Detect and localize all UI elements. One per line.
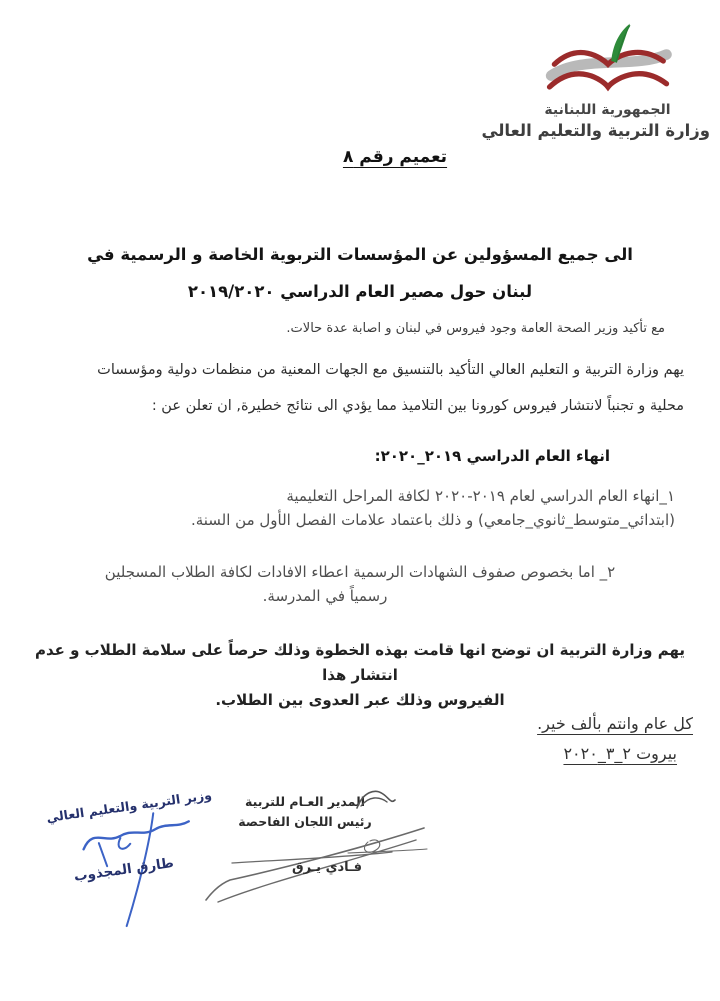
- clarification-note-line-2: الفيروس وذلك عبر العدوى بين الطلاب.: [215, 691, 505, 709]
- republic-name: الجمهورية اللبنانية: [544, 102, 671, 118]
- closing-greeting: كل عام وانتم بألف خير.: [537, 714, 693, 733]
- director-title-line-1: المدير العـام للتربية: [245, 794, 365, 809]
- closing-date-place: بيروت ٢_٣_٢٠٢٠: [563, 744, 677, 763]
- minister-name: طارق المجذوب: [72, 854, 175, 885]
- director-title-line-2: رئيس اللجان الفاحصة: [238, 814, 372, 829]
- ministry-header: [481, 22, 710, 140]
- addressee-line-2: لبنان حول مصير العام الدراسي ٢٠١٩/٢٠٢٠: [187, 282, 533, 301]
- decision-item-1: [36, 484, 675, 532]
- addressee-line-1: الى جميع المسؤولين عن المؤسسات التربوية الخاصة و الرسمية في: [87, 245, 633, 264]
- decision-item-2-line-1: ٢_ اما بخصوص صفوف الشهادات الرسمية اعطاء الافادات لكافة الطلاب المسجلين: [104, 563, 616, 581]
- addressee: [0, 236, 720, 310]
- section-heading: انهاء العام الدراسي ٢٠١٩_٢٠٢٠:: [374, 447, 610, 465]
- intro-line-2: محلية و تجنباً لانتشار فيروس كورونا بين التلاميذ مما يؤدي الى نتائج خطيرة, ان تعلن عن :: [151, 398, 684, 414]
- ministry-logo-icon: [528, 22, 688, 100]
- intro-line-1: يهم وزارة التربية و التعليم العالي التأكيد بالتنسيق مع الجهات المعنية من منظمات دولية ومؤسسات: [97, 362, 684, 378]
- decision-item-2-line-2: رسمياً في المدرسة.: [262, 587, 388, 605]
- minister-title: وزير التربية والتعليم العالي: [45, 787, 213, 826]
- ministry-name: وزارة التربية والتعليم العالي: [481, 121, 710, 140]
- clarification-note-line-1: يهم وزارة التربية ان توضح انها قامت بهذه الخطوة وذلك حرصاً على سلامة الطلاب و عدم انتشار هذا: [34, 641, 686, 684]
- decision-item-1-line-2: (ابتدائي_متوسط_ثانوي_جامعي) و ذلك باعتماد علامات الفصل الأول من السنة.: [190, 511, 675, 529]
- decision-item-2: [0, 560, 720, 608]
- signature-scribble-icon: [353, 786, 397, 814]
- director-name: فـادي يـرق: [292, 860, 362, 875]
- clarification-note: [10, 638, 710, 713]
- circular-title: تعميم رقم ٨: [342, 147, 448, 167]
- intro-paragraph: [28, 352, 684, 424]
- health-note: مع تأكيد وزير الصحة العامة وجود فيروس في لبنان و اصابة عدة حالات.: [286, 321, 665, 336]
- decision-item-1-line-1: ١_انهاء العام الدراسي لعام ٢٠١٩-٢٠٢٠ لكافة المراحل التعليمية: [286, 487, 675, 505]
